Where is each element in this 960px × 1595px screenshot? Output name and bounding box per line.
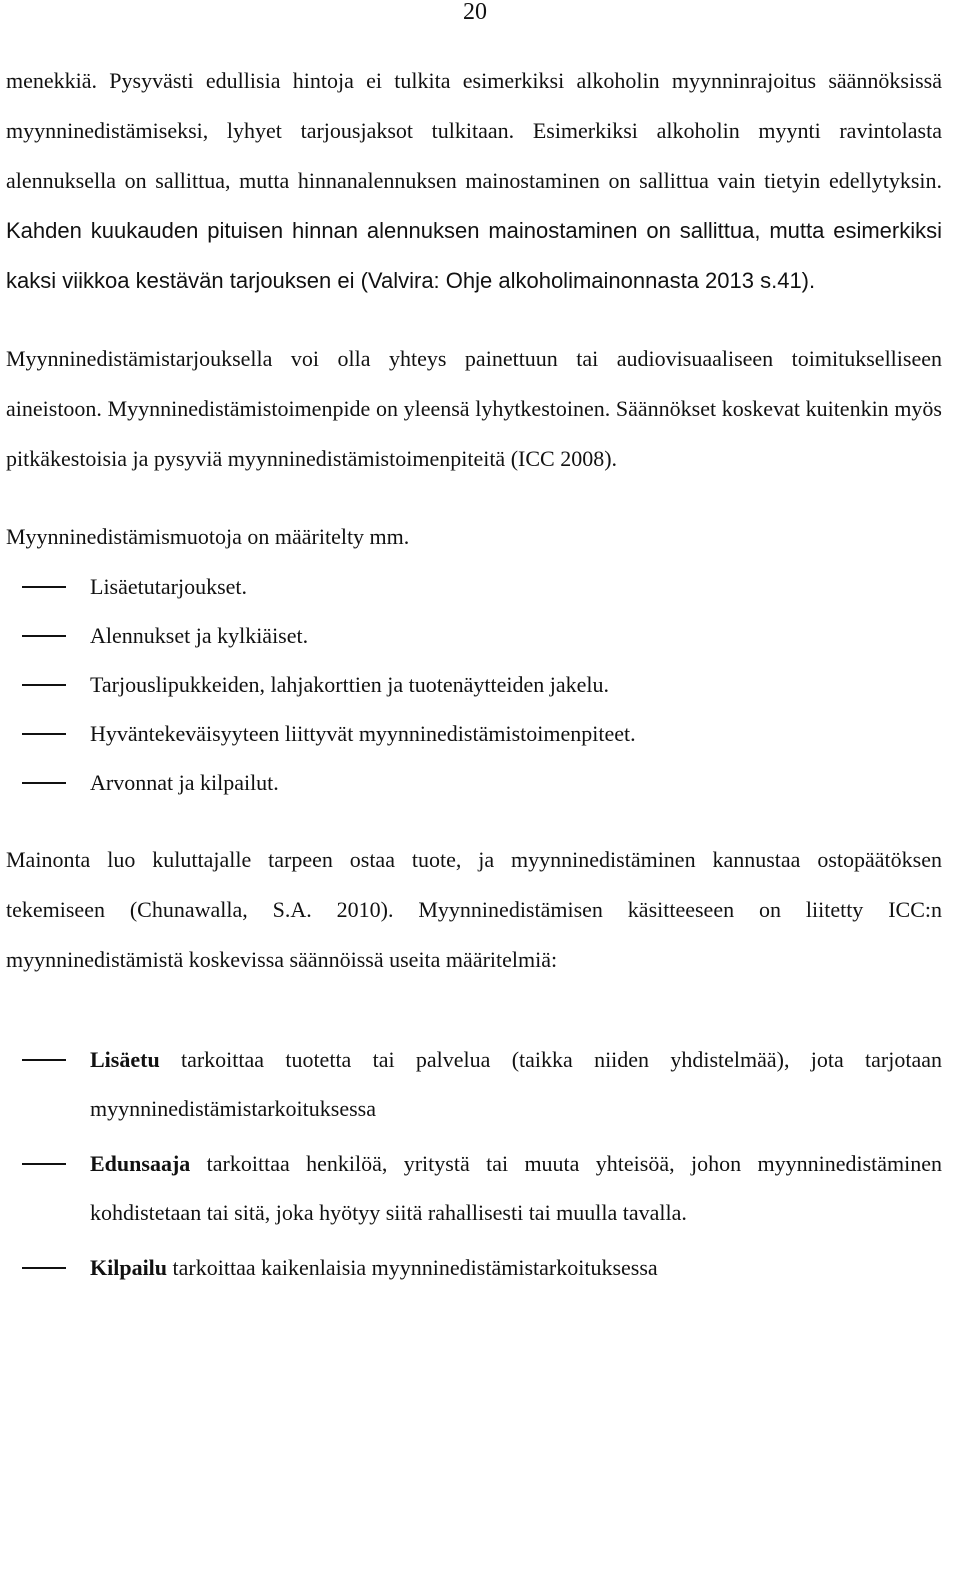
list-item: [6, 758, 942, 807]
definition-item: [6, 1035, 942, 1133]
list-item-text: Lisäetutarjoukset.: [90, 574, 248, 599]
list-item: [6, 562, 942, 611]
definitions-list: [6, 1035, 942, 1292]
paragraph-advertising-definitions: Mainonta luo kuluttajalle tarpeen ostaa tuote, ja myynninedistäminen kannustaa ostopäätöksen tekemiseen (Chunawalla, S.A. 2010). Myynninedistämisen käsitteeseen on liitetty ICC:n myynninedistämistä koskevissa säännöissä useita määritelmiä:: [6, 847, 942, 972]
paragraph-price-advertising-part1: menekkiä. Pysyvästi edullisia hintoja ei tulkita esimerkiksi alkoholin myynninrajoitus säännöksissä myynninedistämiseksi, lyhyet tarjousjaksot tulkitaan. Esimerkiksi alkoholin myynti ravintolasta alennuksella on sallittua, mutta hinnanalennuksen mainostaminen on sallittua vain tietyin edellytyksin.: [6, 68, 942, 193]
dash-bullet-icon: [22, 635, 66, 637]
list-item-text: Alennukset ja kylkiäiset.: [90, 623, 309, 648]
definition-text: tarkoittaa tuotetta tai palvelua (taikka niiden yhdistelmää), jota tarjotaan myynninedistämistarkoituksessa: [90, 1047, 942, 1121]
document-body: [6, 56, 942, 1298]
promotion-forms-list: [6, 562, 942, 807]
dash-bullet-icon: [22, 586, 66, 588]
list-item: [6, 611, 942, 660]
promotion-forms-intro: Myynninedistämismuotoja on määritelty mm.: [6, 524, 410, 549]
dash-bullet-icon: [22, 733, 66, 735]
list-item-text: Arvonnat ja kilpailut.: [90, 770, 279, 795]
list-item: [6, 660, 942, 709]
page-number: 20: [463, 0, 487, 25]
list-item-text: Tarjouslipukkeiden, lahjakorttien ja tuotenäytteiden jakelu.: [90, 672, 609, 697]
list-item-text: Hyväntekeväisyyteen liittyvät myynninedistämistoimenpiteet.: [90, 721, 636, 746]
paragraph-promotion-offer: Myynninedistämistarjouksella voi olla yhteys painettuun tai audiovisuaaliseen toimitukselliseen aineistoon. Myynninedistämistoimenpide on yleensä lyhytkestoinen. Säännökset koskevat kuitenkin myös pitkäkestoisia ja pysyviä myynninedistämistoimenpiteitä (ICC 2008).: [6, 346, 942, 471]
paragraph-price-advertising-part2: Kahden kuukauden pituisen hinnan alennuksen mainostaminen on sallittua, mutta esimerkiksi kaksi viikkoa kestävän tarjouksen ei (Valvira: Ohje alkoholimainonnasta 2013 s.41).: [6, 218, 942, 293]
dash-bullet-icon: [22, 1059, 66, 1061]
definition-term: Kilpailu: [90, 1255, 168, 1280]
definition-term: Lisäetu: [90, 1047, 160, 1072]
definition-text: tarkoittaa kaikenlaisia myynninedistämistarkoituksessa: [167, 1255, 658, 1280]
promotion-forms-section: [6, 512, 942, 807]
dash-bullet-icon: [22, 1267, 66, 1269]
definition-item: [6, 1139, 942, 1237]
dash-bullet-icon: [22, 1163, 66, 1165]
list-item: [6, 709, 942, 758]
definition-term: Edunsaaja: [90, 1151, 191, 1176]
paragraph-price-advertising: [6, 56, 942, 306]
definition-text: tarkoittaa henkilöä, yritystä tai muuta yhteisöä, johon myynninedistäminen kohdistetaan tai sitä, joka hyötyy siitä rahallisesti tai muulla tavalla.: [90, 1151, 942, 1225]
definition-item: [6, 1243, 942, 1292]
dash-bullet-icon: [22, 684, 66, 686]
dash-bullet-icon: [22, 782, 66, 784]
